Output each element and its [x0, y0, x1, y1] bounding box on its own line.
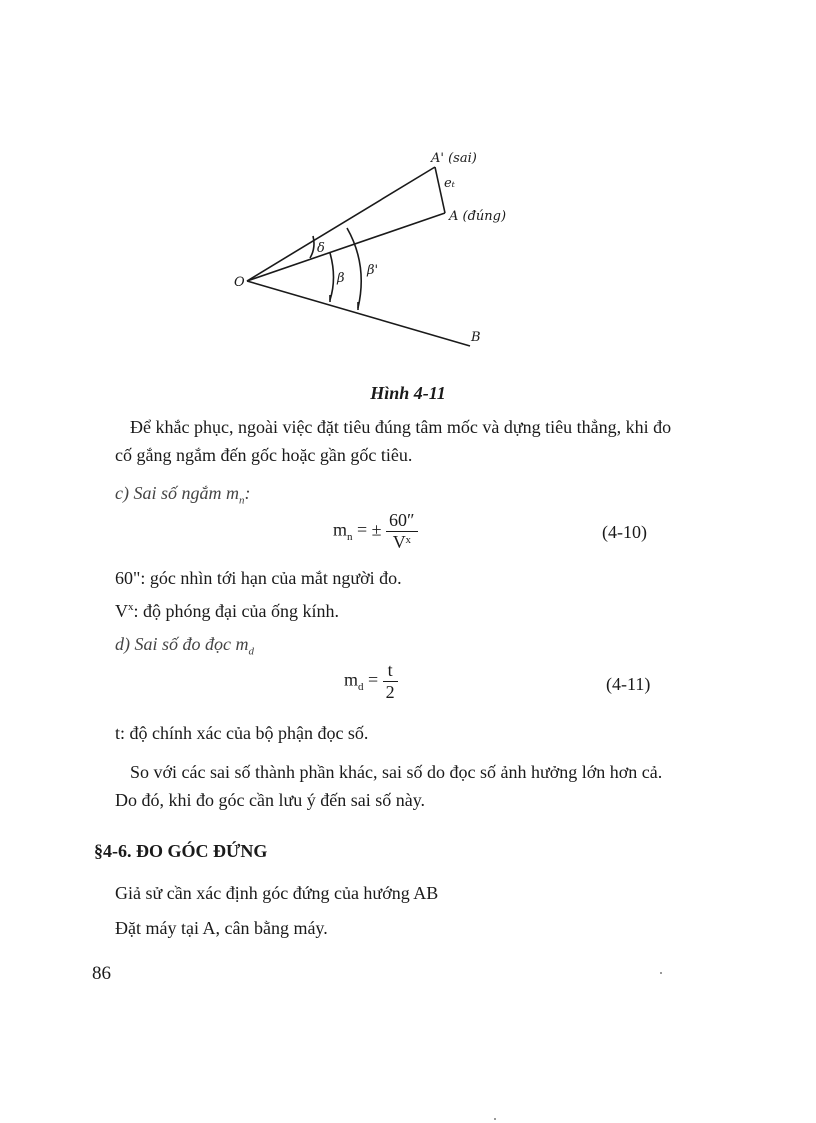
- definition-V: $V^x$: độ phóng đại của ống kính.: [115, 601, 339, 621]
- definition-t: t: độ chính xác của bộ phận đọc số.: [115, 723, 369, 743]
- scan-speck: [494, 1118, 496, 1120]
- paragraph-2: So với các sai số thành phần khác, sai số do đọc số ảnh hưởng lớn hơn cả. Do đó, khi đo góc cần lưu ý đến sai số này.: [115, 762, 663, 810]
- formula-4-10: $m_n$ = ± $\frac{60''}{\text{Vˣ}}$: [333, 510, 418, 553]
- angle-diagram: [230, 140, 530, 355]
- line-OB: [247, 281, 470, 346]
- line-OA-prime: [247, 167, 435, 281]
- line-OA: [247, 213, 445, 281]
- label-A-prime: A' (sai): [431, 151, 477, 166]
- fraction-4-10: $\frac{60''}{\text{Vˣ}}$: [386, 510, 418, 553]
- body-line-2: Đặt máy tại A, cân bằng máy.: [115, 918, 328, 938]
- subsection-c-heading: c) Sai số ngắm $m_n$:: [115, 483, 251, 507]
- section-heading: §4-6. ĐO GÓC ĐỨNG: [94, 841, 268, 861]
- body-line-1: Giả sử cần xác định góc đứng của hướng AB: [115, 883, 439, 903]
- arc-beta: [330, 253, 334, 300]
- figure-4-11: [230, 140, 530, 355]
- scan-speck: [660, 972, 662, 974]
- fraction-4-11: $\frac{t}{2}$: [383, 660, 398, 703]
- label-B: B: [471, 330, 481, 345]
- page-number: 86: [92, 963, 111, 984]
- arc-delta: [310, 236, 314, 258]
- formula-4-11: $m_d$ = $\frac{t}{2}$: [344, 660, 398, 703]
- label-e: eₜ: [444, 176, 455, 191]
- label-A: A (đúng): [449, 209, 507, 224]
- subsection-d-heading: d) Sai số đo đọc $m_d$: [115, 634, 254, 658]
- label-delta: δ: [317, 241, 325, 256]
- arc-beta-prime: [347, 228, 361, 308]
- label-beta: β: [337, 271, 345, 286]
- figure-caption: Hình 4-11: [370, 383, 446, 403]
- label-beta-prime: β': [367, 263, 379, 278]
- paragraph-1: Để khắc phục, ngoài việc đặt tiêu đúng tâm mốc và dựng tiêu thẳng, khi đo cố gắng ngắm đến gốc hoặc gần gốc tiêu.: [115, 417, 672, 465]
- equation-number-4-10: (4-10): [602, 522, 647, 542]
- equation-number-4-11: (4-11): [606, 674, 651, 694]
- label-O: O: [234, 275, 245, 290]
- definition-60: 60": góc nhìn tới hạn của mắt người đo.: [115, 568, 402, 588]
